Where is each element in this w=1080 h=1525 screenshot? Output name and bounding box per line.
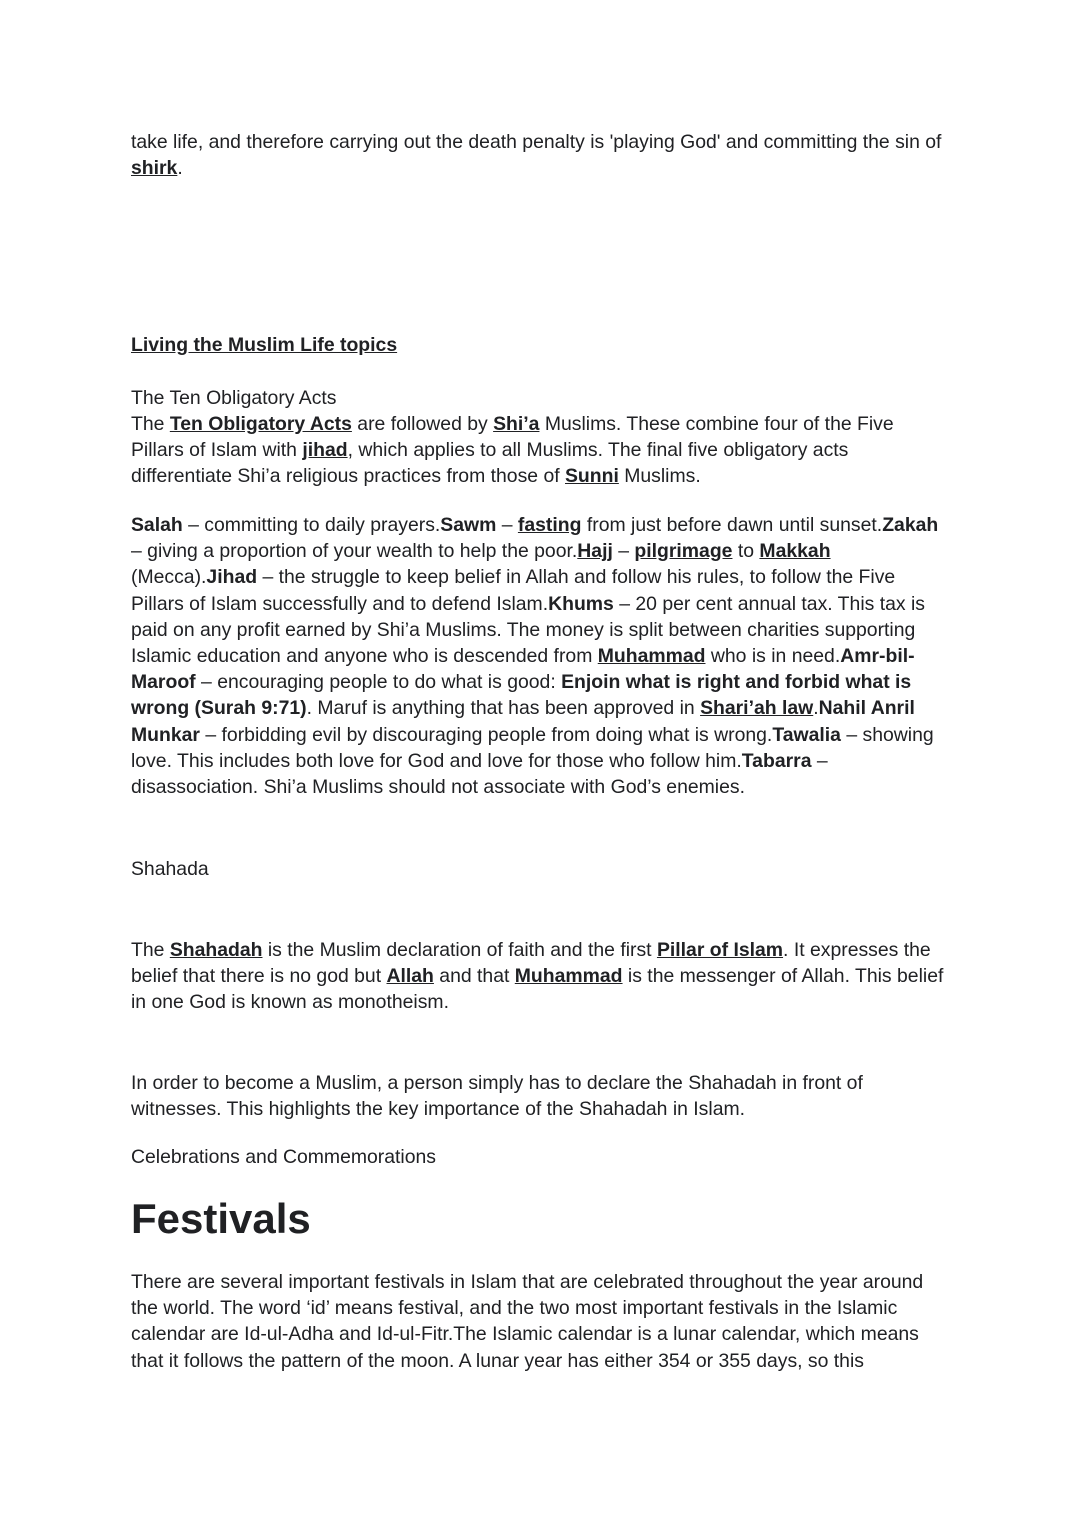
- quote-surah: Enjoin what is right and forbid what is wrong (Surah 9:71): [131, 671, 912, 720]
- text: is the Muslim declaration of faith and the first: [262, 939, 657, 961]
- text: from just before dawn until sunset.: [581, 514, 883, 536]
- term-tabarra: Tabarra: [741, 749, 812, 772]
- festivals-title: Festivals: [131, 1195, 311, 1242]
- text: – encouraging people to do what is good:: [195, 671, 562, 694]
- text: .: [813, 697, 819, 720]
- intro-end: .: [177, 157, 183, 180]
- shahada-heading: Shahada: [131, 858, 209, 880]
- text: –: [612, 540, 635, 563]
- shahada-paragraph-2: In order to become a Muslim, a person simply has to declare the Shahadah in front of witnesses. This highlights the key importance of the Shahadah in Islam.: [131, 1072, 863, 1121]
- intro-paragraph: [131, 129, 951, 181]
- link-ten-obligatory-acts[interactable]: Ten Obligatory Acts: [169, 413, 352, 435]
- term-zakah: Zakah: [882, 514, 939, 536]
- shahada-paragraph: [131, 937, 951, 1016]
- text: The: [131, 413, 170, 435]
- link-hajj[interactable]: Hajj: [577, 540, 613, 563]
- link-muhammad[interactable]: Muhammad: [597, 645, 706, 668]
- text: . It expresses the belief that there is no god but: [131, 939, 931, 988]
- section-title: Living the Muslim Life topics: [131, 334, 398, 356]
- link-jihad[interactable]: jihad: [302, 439, 348, 462]
- text: are followed by: [351, 413, 494, 435]
- text: The: [131, 939, 170, 961]
- text: to: [732, 540, 760, 563]
- text: Muslims.: [618, 465, 701, 488]
- term-nahil-anril-munkar: Nahil Anril Munkar: [131, 697, 915, 746]
- term-jihad: Jihad: [206, 566, 258, 589]
- text: (Mecca).: [131, 566, 207, 589]
- acts-paragraph: [131, 512, 951, 800]
- text: – 20 per cent annual tax. This tax is paid on any profit earned by Shi’a Muslims. The money is split between charities supporting Islamic education and anyone who is descended from: [131, 592, 925, 668]
- term-sawm: Sawm: [440, 514, 497, 536]
- text: – disassociation. Shi’a Muslims should not associate with God’s enemies.: [131, 749, 828, 799]
- text: . Maruf is anything that has been approved in: [306, 697, 701, 720]
- link-fasting[interactable]: fasting: [517, 514, 582, 536]
- link-shariah-law[interactable]: Shari’ah law: [700, 697, 814, 720]
- text: –: [496, 514, 518, 536]
- link-makkah[interactable]: Makkah: [759, 540, 831, 563]
- term-amr-bil-maroof: Amr-bil-Maroof: [131, 645, 915, 694]
- term-tawalia: Tawalia: [772, 723, 841, 746]
- text: – committing to daily prayers.: [182, 514, 441, 536]
- text: , which applies to all Muslims. The final five obligatory acts differentiate Shi’a religious practices from those of: [131, 439, 849, 488]
- text: Muslims. These combine four of the Five Pillars of Islam with: [131, 413, 894, 462]
- link-shahadah[interactable]: Shahadah: [169, 939, 263, 961]
- celebrations-heading: Celebrations and Commemorations: [131, 1146, 437, 1168]
- text: – giving a proportion of your wealth to help the poor.: [131, 540, 578, 563]
- link-shia[interactable]: Shi’a: [493, 413, 540, 435]
- link-pilgrimage[interactable]: pilgrimage: [634, 540, 733, 563]
- intro-text: take life, and therefore carrying out the death penalty is 'playing God' and committing the sin of: [131, 131, 942, 153]
- link-muhammad[interactable]: Muhammad: [514, 965, 623, 988]
- term-salah: Salah: [131, 514, 183, 536]
- ten-acts-heading: The Ten Obligatory Acts: [131, 387, 337, 409]
- link-allah[interactable]: Allah: [386, 965, 434, 988]
- link-sunni[interactable]: Sunni: [565, 465, 619, 488]
- text: is the messenger of Allah. This belief in one God is known as monotheism.: [131, 965, 944, 1014]
- text: – the struggle to keep belief in Allah and follow his rules, to follow the Five Pillars of Islam successfully and to defend Islam.: [131, 566, 896, 615]
- text: – forbidding evil by discouraging people from doing what is wrong.: [199, 723, 773, 746]
- text: – showing love. This includes both love for God and love for those who follow him.: [131, 723, 934, 772]
- link-shirk[interactable]: shirk: [131, 157, 178, 180]
- text: who is in need.: [705, 645, 841, 668]
- term-khums: Khums: [548, 592, 614, 615]
- text: and that: [433, 965, 515, 988]
- ten-acts-paragraph: [131, 411, 951, 490]
- link-pillar-of-islam[interactable]: Pillar of Islam: [656, 939, 784, 961]
- festivals-paragraph: There are several important festivals in Islam that are celebrated throughout the year around the world. The word ‘id’ means festival, and the two most important festivals in the Islamic calendar are Id-ul-Adha and Id-ul-Fitr.The Islamic calendar is a lunar calendar, which means that it follows the pattern of the moon. A lunar year has either 354 or 355 days, so this: [131, 1271, 924, 1372]
